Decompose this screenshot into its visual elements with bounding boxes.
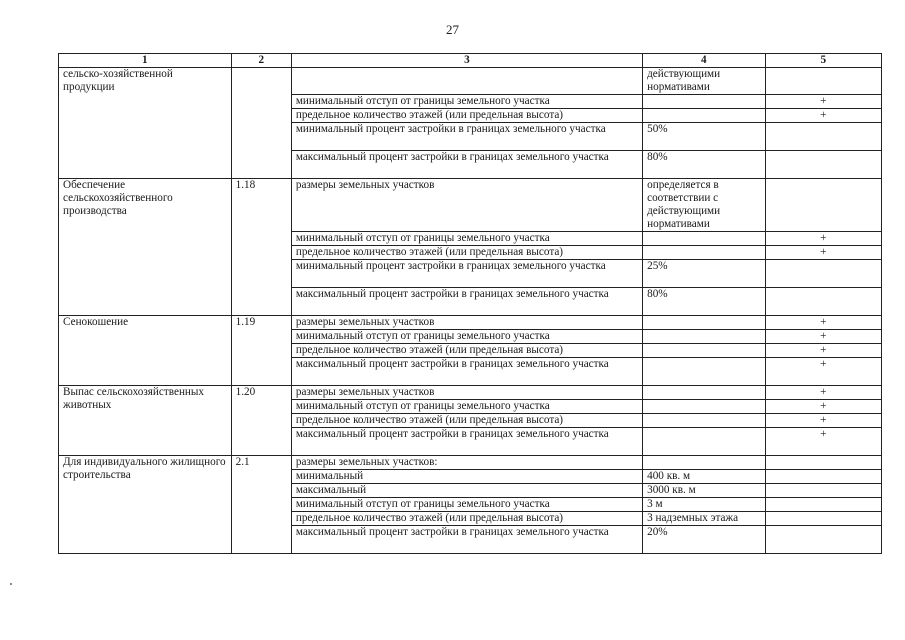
table-row: [59, 456, 882, 470]
value-cell: 3000 кв. м: [643, 484, 765, 498]
parameter-cell: размеры земельных участков:: [291, 456, 642, 470]
table-row: [59, 68, 882, 95]
scan-mark: [10, 583, 12, 585]
value-cell: [643, 358, 765, 386]
parameter-cell: минимальный отступ от границы земельного участка: [291, 232, 642, 246]
parameter-cell: предельное количество этажей (или предельная высота): [291, 512, 642, 526]
table-row: [59, 179, 882, 232]
value-cell: [643, 414, 765, 428]
parameter-cell: минимальный: [291, 470, 642, 484]
parameter-cell: [291, 68, 642, 95]
mark-cell: [765, 179, 881, 232]
parameter-cell: минимальный отступ от границы земельного участка: [291, 498, 642, 512]
value-cell: действующими нормативами: [643, 68, 765, 95]
parameter-cell: предельное количество этажей (или предельная высота): [291, 344, 642, 358]
mark-cell: [765, 470, 881, 484]
value-cell: 80%: [643, 288, 765, 316]
code-cell: 1.20: [231, 386, 291, 456]
code-cell: 2.1: [231, 456, 291, 554]
mark-cell: [765, 260, 881, 288]
mark-cell: [765, 512, 881, 526]
value-cell: [643, 330, 765, 344]
parameter-cell: предельное количество этажей (или предельная высота): [291, 246, 642, 260]
parameter-cell: максимальный процент застройки в границах земельного участка: [291, 358, 642, 386]
parameter-cell: минимальный процент застройки в границах земельного участка: [291, 260, 642, 288]
mark-cell: +: [765, 400, 881, 414]
value-cell: определяется в соответствии с действующими нормативами: [643, 179, 765, 232]
value-cell: [643, 95, 765, 109]
parameter-cell: максимальный процент застройки в границах земельного участка: [291, 288, 642, 316]
mark-cell: +: [765, 414, 881, 428]
value-cell: 3 м: [643, 498, 765, 512]
mark-cell: +: [765, 344, 881, 358]
value-cell: [643, 344, 765, 358]
value-cell: 400 кв. м: [643, 470, 765, 484]
mark-cell: +: [765, 246, 881, 260]
mark-cell: +: [765, 95, 881, 109]
land-use-cell: Сенокошение: [59, 316, 232, 386]
header-row: [59, 54, 882, 68]
value-cell: [643, 109, 765, 123]
value-cell: [643, 456, 765, 470]
table-row: [59, 386, 882, 400]
header-col-4: 4: [643, 54, 765, 68]
parameter-cell: минимальный процент застройки в границах земельного участка: [291, 123, 642, 151]
mark-cell: [765, 68, 881, 95]
mark-cell: +: [765, 330, 881, 344]
header-col-1: 1: [59, 54, 232, 68]
parameter-cell: минимальный отступ от границы земельного участка: [291, 400, 642, 414]
code-cell: 1.18: [231, 179, 291, 316]
value-cell: [643, 316, 765, 330]
table-header: [59, 54, 882, 68]
mark-cell: +: [765, 428, 881, 456]
header-col-2: 2: [231, 54, 291, 68]
parameter-cell: размеры земельных участков: [291, 386, 642, 400]
value-cell: 50%: [643, 123, 765, 151]
mark-cell: [765, 456, 881, 470]
mark-cell: [765, 526, 881, 554]
mark-cell: +: [765, 109, 881, 123]
regulations-table: [58, 53, 882, 554]
mark-cell: [765, 484, 881, 498]
value-cell: 80%: [643, 151, 765, 179]
table-body: [59, 68, 882, 554]
parameter-cell: предельное количество этажей (или предельная высота): [291, 109, 642, 123]
header-col-5: 5: [765, 54, 881, 68]
land-use-cell: сельско-хозяйственной продукции: [59, 68, 232, 179]
parameter-cell: максимальный процент застройки в границах земельного участка: [291, 428, 642, 456]
code-cell: [231, 68, 291, 179]
value-cell: 3 надземных этажа: [643, 512, 765, 526]
value-cell: [643, 386, 765, 400]
parameter-cell: размеры земельных участков: [291, 179, 642, 232]
parameter-cell: максимальный процент застройки в границах земельного участка: [291, 151, 642, 179]
mark-cell: [765, 498, 881, 512]
code-cell: 1.19: [231, 316, 291, 386]
mark-cell: [765, 151, 881, 179]
value-cell: [643, 246, 765, 260]
value-cell: [643, 428, 765, 456]
value-cell: [643, 400, 765, 414]
mark-cell: +: [765, 232, 881, 246]
mark-cell: +: [765, 386, 881, 400]
mark-cell: [765, 123, 881, 151]
mark-cell: +: [765, 316, 881, 330]
value-cell: 25%: [643, 260, 765, 288]
header-col-3: 3: [291, 54, 642, 68]
mark-cell: +: [765, 358, 881, 386]
table-row: [59, 316, 882, 330]
land-use-cell: Выпас сельскохозяйственных животных: [59, 386, 232, 456]
value-cell: 20%: [643, 526, 765, 554]
land-use-cell: Для индивидуального жилищного строительства: [59, 456, 232, 554]
parameter-cell: максимальный: [291, 484, 642, 498]
parameter-cell: минимальный отступ от границы земельного участка: [291, 95, 642, 109]
parameter-cell: предельное количество этажей (или предельная высота): [291, 414, 642, 428]
parameter-cell: максимальный процент застройки в границах земельного участка: [291, 526, 642, 554]
parameter-cell: размеры земельных участков: [291, 316, 642, 330]
page-number: 27: [446, 22, 459, 37]
value-cell: [643, 232, 765, 246]
mark-cell: [765, 288, 881, 316]
parameter-cell: минимальный отступ от границы земельного участка: [291, 330, 642, 344]
land-use-cell: Обеспечение сельскохозяйственного производства: [59, 179, 232, 316]
